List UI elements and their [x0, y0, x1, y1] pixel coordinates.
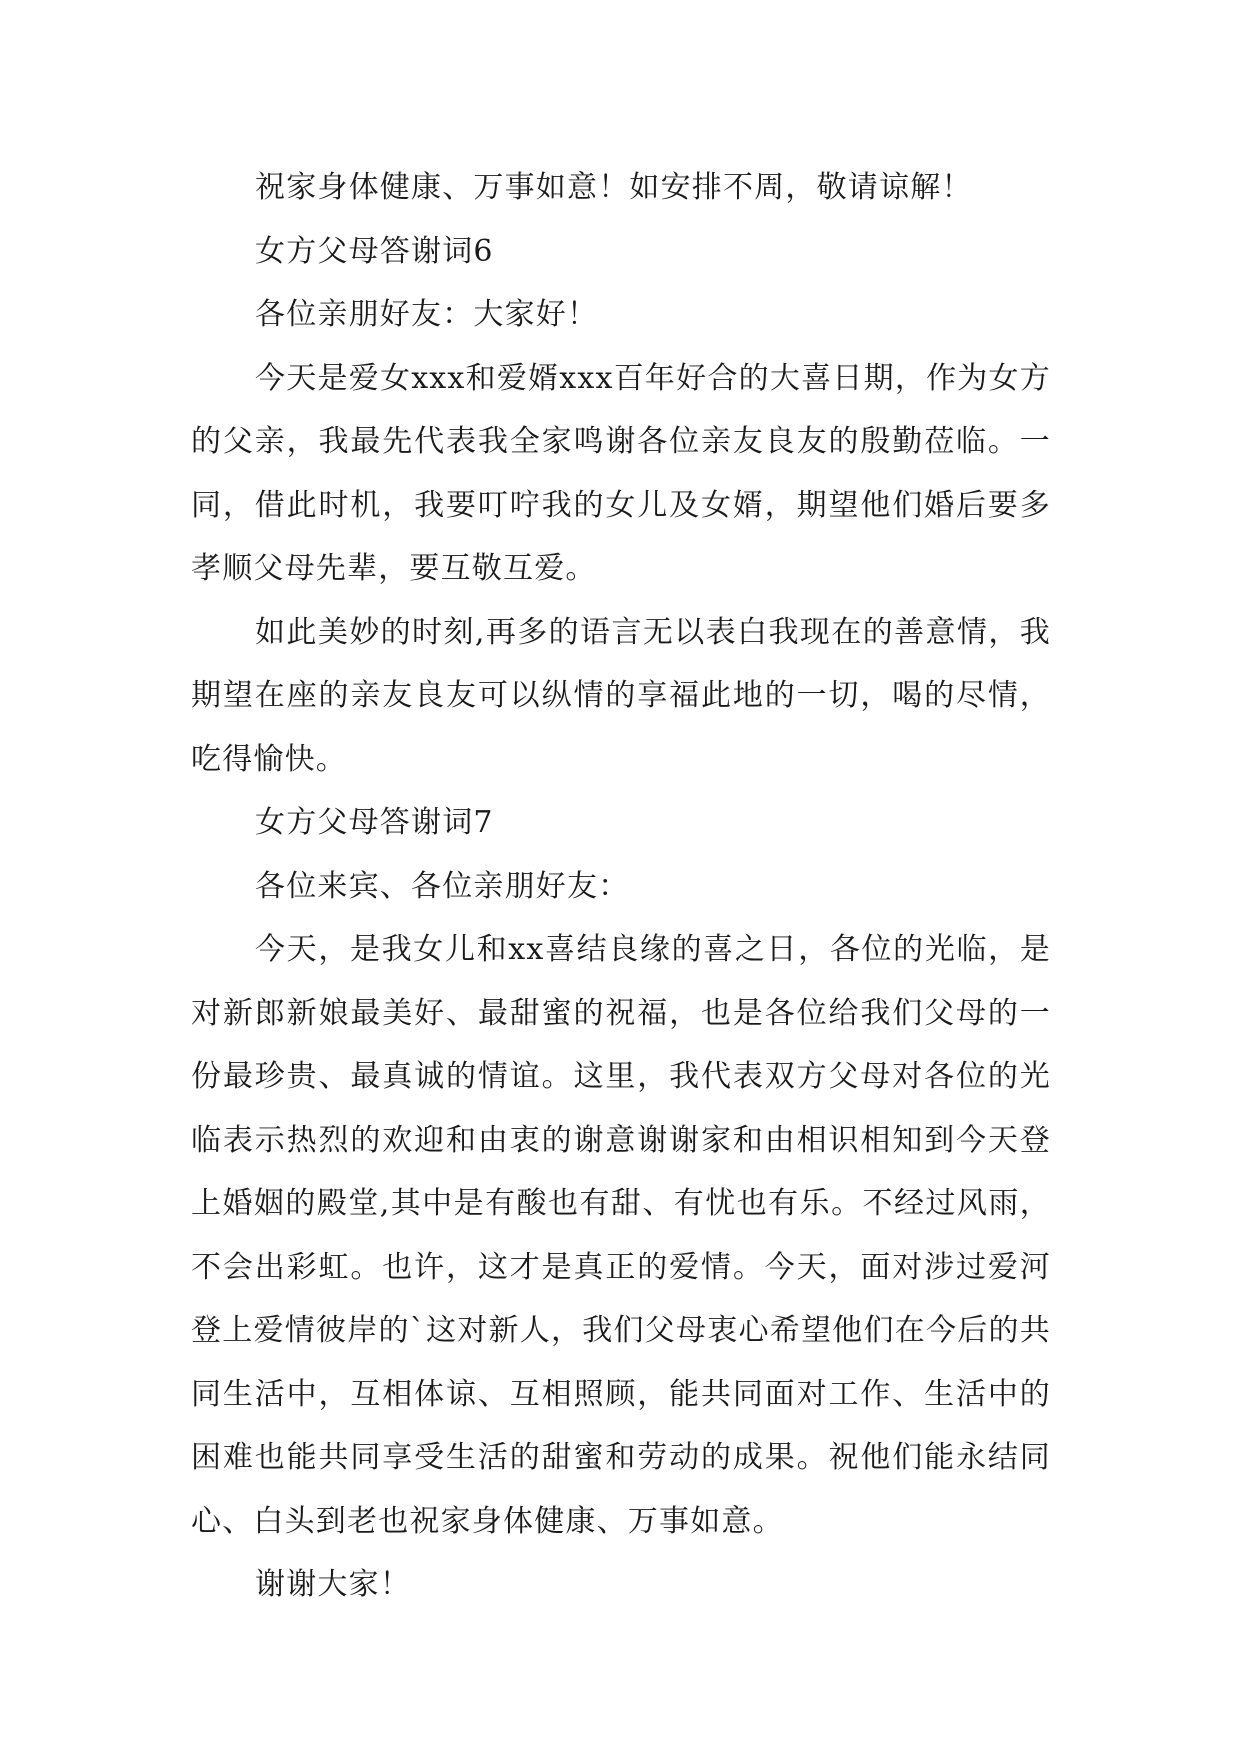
paragraph-speech-7-body: 今天，是我女儿和xx喜结良缘的喜之日，各位的光临，是对新郎新娘最美好、最甜蜜的祝福，也是各位给我们父母的一份最珍贵、最真诚的情谊。这里，我代表双方父母对各位的光临表示热烈的欢迎和由衷的谢意谢谢家和由相识相知到今天登上婚姻的殿堂,其中是有酸也有甜、有忧也有乐。不经过风雨，不会出彩虹。也许，这才是真正的爱情。今天，面对涉过爱河登上爱情彼岸的`这对新人，我们父母衷心希望他们在今后的共同生活中，互相体谅、互相照顾，能共同面对工作、生活中的困难也能共同享受生活的甜蜜和劳动的成果。祝他们能永结同心、白头到老也祝家身体健康、万事如意。	[191, 932, 1051, 1539]
greeting-7: 各位来宾、各位亲朋好友：	[255, 868, 630, 904]
section-heading-6: 女方父母答谢词6	[255, 233, 494, 269]
paragraph-closing-wish: 祝家身体健康、万事如意！如安排不周，敬请谅解！	[255, 170, 973, 205]
paragraph-speech-6-body: 今天是爱女xxx和爱婿xxx百年好合的大喜日期，作为女方的父亲，我最先代表我全家鸣谢各位亲友良友的殷勤莅临。一同，借此时机，我要叮咛我的女儿及女婿，期望他们婚后要多孝顺父母先辈，要互敬互爱。	[191, 360, 1051, 586]
document-body	[191, 156, 1051, 1617]
greeting-6: 各位亲朋好友：大家好！	[255, 297, 599, 332]
paragraph-speech-6-wishes: 如此美妙的时刻,再多的语言无以表白我现在的善意情，我期望在座的亲友良友可以纵情的享福此地的一切，喝的尽情，吃得愉快。	[191, 614, 1051, 777]
paragraph-thanks: 谢谢大家！	[255, 1567, 411, 1602]
section-heading-7: 女方父母答谢词7	[255, 805, 494, 840]
